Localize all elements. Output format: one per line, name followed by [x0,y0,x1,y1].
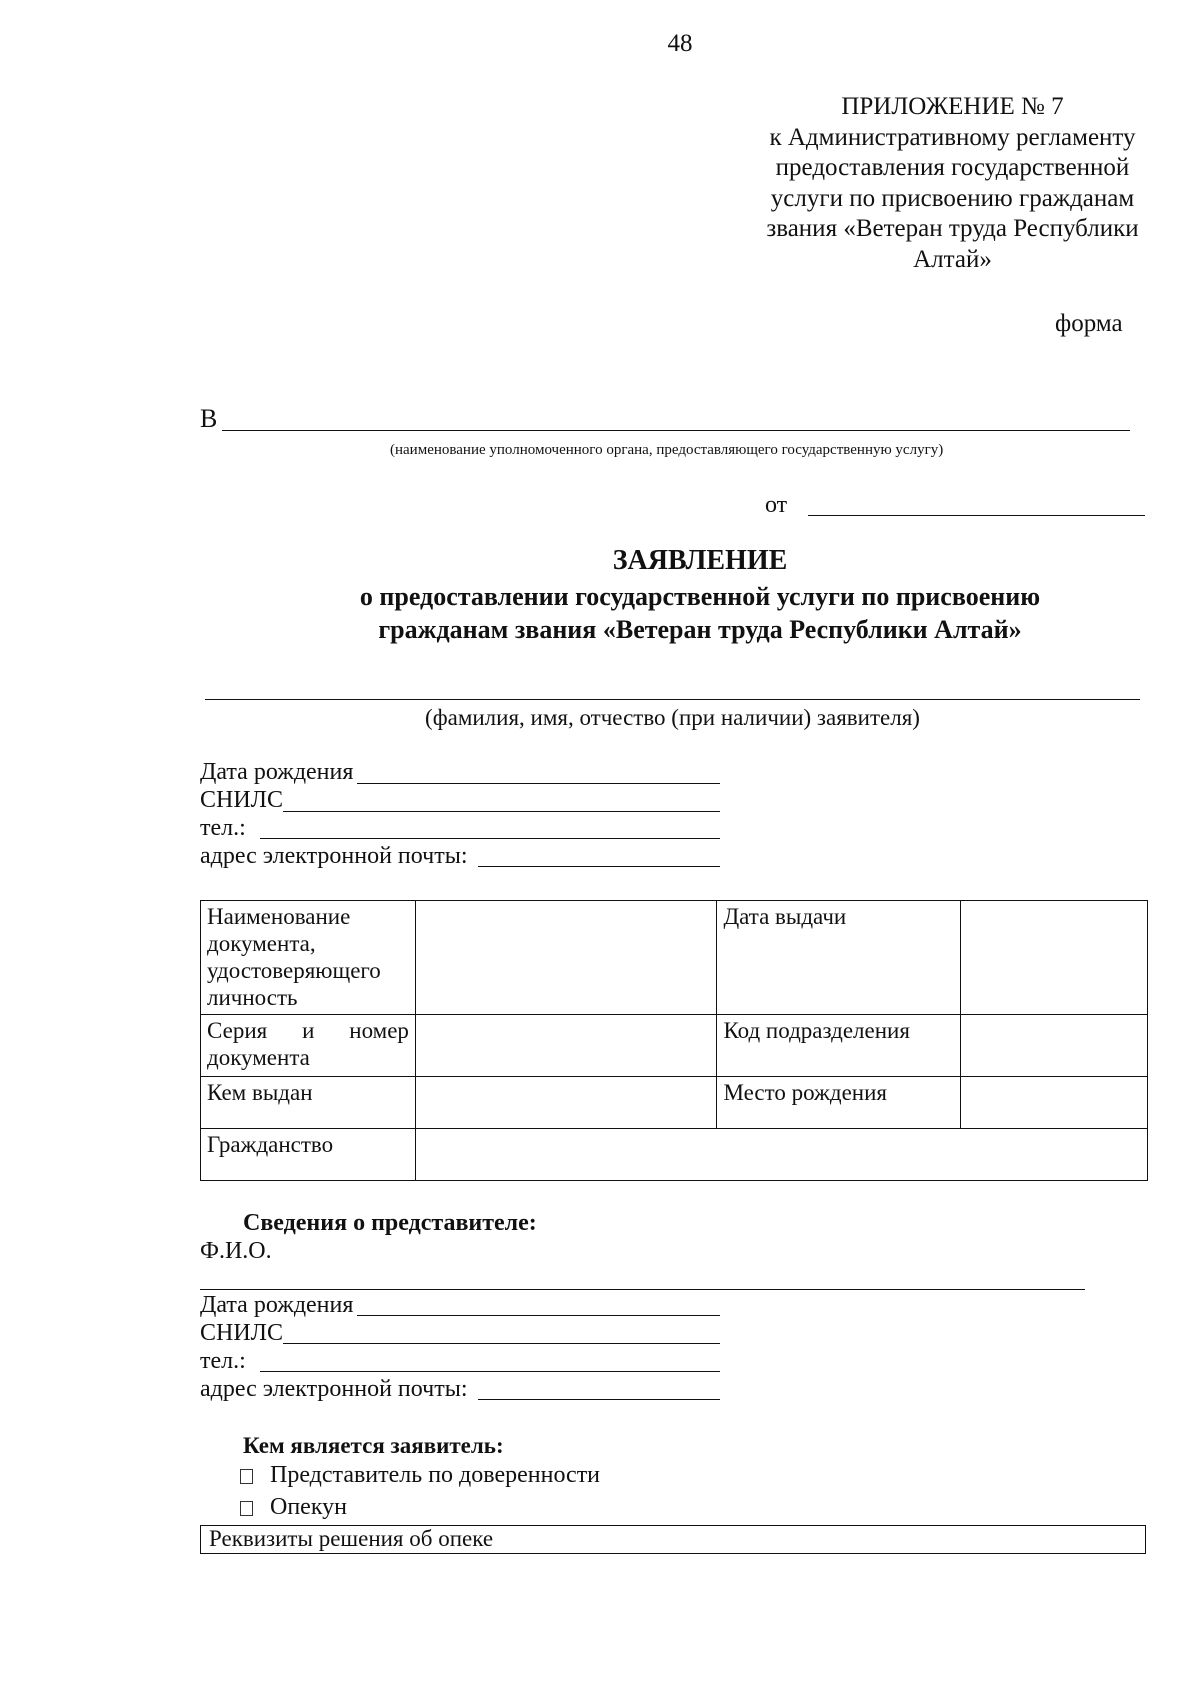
table-row [201,1015,1148,1077]
subdivision-code-label: Код подразделения [717,1015,961,1077]
guardianship-details-field[interactable] [200,1525,1146,1554]
phone-label: тел.: [200,815,246,841]
snils-label: СНИЛС [200,787,283,813]
annex-line: услуги по присвоению гражданам [770,184,1135,212]
email-label: адрес электронной почты: [200,843,468,869]
table-row [201,1129,1148,1181]
rep-snils-label: СНИЛС [200,1320,283,1346]
birth-date-field[interactable] [357,783,720,784]
rep-phone-label: тел.: [200,1348,246,1374]
annex-line: Алтай» [913,245,992,273]
representative-fio-label: Ф.И.О. [200,1238,272,1264]
issue-date-label: Дата выдачи [717,901,961,1015]
applicant-name-caption: (фамилия, имя, отчество (при наличии) заявителя) [425,705,920,730]
doc-name-value[interactable] [415,901,717,1015]
rep-email-label: адрес электронной почты: [200,1376,468,1402]
rep-birth-date-field[interactable] [357,1315,720,1316]
table-row [201,1077,1148,1129]
applicant-role-heading: Кем является заявитель: [243,1433,504,1458]
recipient-field[interactable] [222,430,1130,431]
issue-date-value[interactable] [961,901,1148,1015]
doc-name-label: Наименование документа, удостоверяющего личность [201,901,416,1015]
applicant-name-field[interactable] [205,699,1140,700]
subdivision-code-value[interactable] [961,1015,1148,1077]
annex-line: предоставления государственной [775,154,1130,181]
subtitle-line: о предоставлении государственной услуги по присвоению [359,582,1041,611]
guardian-option-label: Опекун [270,1494,347,1520]
citizenship-label: Гражданство [201,1129,416,1181]
birth-place-label: Место рождения [717,1077,961,1129]
rep-birth-date-label: Дата рождения [200,1292,354,1318]
subtitle-line: гражданам звания «Ветеран труда Республики Алтай» [378,615,1022,644]
proxy-option-label: Представитель по доверенности [270,1462,601,1488]
page-number: 48 [667,30,693,57]
rep-phone-field[interactable] [260,1371,720,1372]
recipient-caption: (наименование уполномоченного органа, предоставляющего государственную услугу) [390,442,944,458]
recipient-prefix: В [200,404,218,433]
from-label: от [765,492,788,518]
rep-email-field[interactable] [478,1399,720,1400]
representative-heading: Сведения о представителе: [243,1210,537,1236]
identity-document-table [200,900,1148,1181]
birth-place-value[interactable] [961,1077,1148,1129]
table-row [201,901,1148,1015]
from-field[interactable] [808,515,1145,516]
annex-line: к Административному регламенту [769,123,1136,151]
annex-line: звания «Ветеран труда Республики [766,215,1139,242]
birth-date-label: Дата рождения [200,759,354,785]
phone-field[interactable] [260,838,720,839]
proxy-checkbox[interactable] [240,1469,253,1484]
email-field[interactable] [478,866,720,867]
citizenship-value[interactable] [415,1129,1147,1181]
series-number-label: Серия и номер документа [201,1015,416,1077]
annex-title: ПРИЛОЖЕНИЕ № 7 [841,93,1064,120]
issued-by-label: Кем выдан [201,1077,416,1129]
issued-by-value[interactable] [415,1077,717,1129]
series-number-value[interactable] [415,1015,717,1077]
guardianship-details-label: Реквизиты решения об опеке [209,1526,494,1551]
form-label: форма [1055,310,1123,337]
snils-field[interactable] [283,811,720,812]
rep-snils-field[interactable] [283,1343,720,1344]
annex-header [740,92,1165,275]
document-title: ЗАЯВЛЕНИЕ [612,545,788,576]
guardian-checkbox[interactable] [240,1501,253,1516]
document-subtitle [0,580,1200,646]
